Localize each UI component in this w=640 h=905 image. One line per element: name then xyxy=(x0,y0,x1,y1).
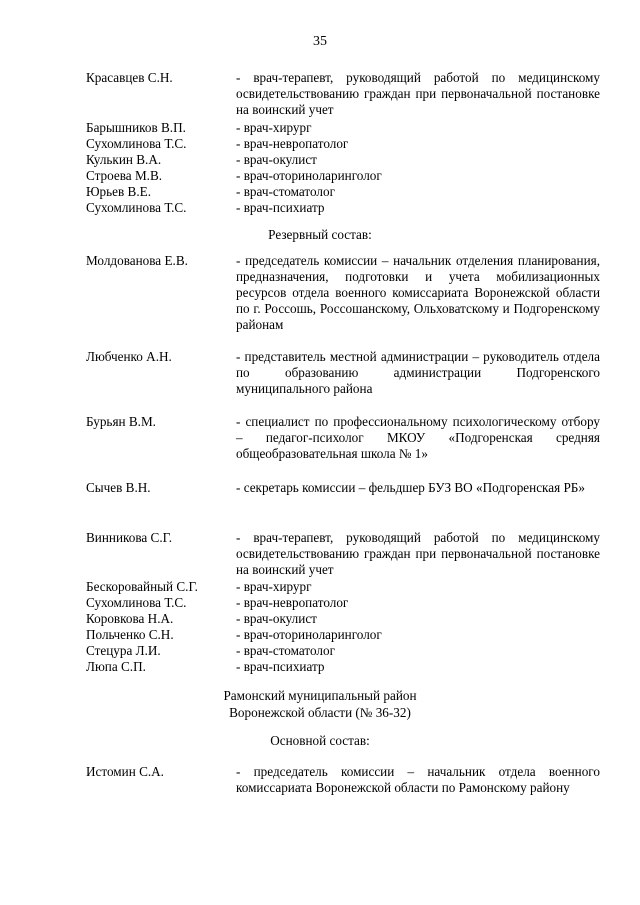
main-heading: Основной состав: xyxy=(270,733,370,748)
member-name: Коровкова Н.А. xyxy=(86,611,174,626)
member-name: Польченко С.Н. xyxy=(86,627,174,642)
member-name: Молдованова Е.В. xyxy=(86,253,188,268)
member-role: - врач-психиатр xyxy=(236,659,325,674)
member-name: Сухомлинова Т.С. xyxy=(86,200,187,215)
member-name: Любченко А.Н. xyxy=(86,349,172,364)
district-title-line2: Воронежской области (№ 36-32) xyxy=(229,705,411,720)
member-name: Сычев В.Н. xyxy=(86,480,151,495)
member-name: Люпа С.П. xyxy=(86,659,146,674)
reserve-heading: Резервный состав: xyxy=(268,227,372,242)
page-number: 35 xyxy=(313,34,327,49)
member-role: - председатель комиссии – начальник отделения планирования, предназначения, подготовки и учета мобилизационных ресурсов отдела военного комиссариата Воронежской области по г. Россошь, Россошанскому, Ольховатскому и Подгоренскому районам xyxy=(236,253,600,332)
member-name: Стецура Л.И. xyxy=(86,643,161,658)
member-name: Сухомлинова Т.С. xyxy=(86,136,187,151)
member-name: Юрьев В.Е. xyxy=(86,184,151,199)
district-title-line1: Рамонский муниципальный район xyxy=(223,688,417,703)
member-role: - врач-оториноларинголог xyxy=(236,627,382,642)
member-role: - врач-терапевт, руководящий работой по медицинскому освидетельствованию граждан при первоначальной постановке на воинский учет xyxy=(236,530,600,577)
member-role: - врач-невропатолог xyxy=(236,595,349,610)
member-name: Винникова С.Г. xyxy=(86,530,173,545)
member-role: - представитель местной администрации – руководитель отдела по образованию администрации Подгоренского муниципального района xyxy=(236,349,600,396)
member-role: - специалист по профессиональному психологическому отбору – педагог-психолог МКОУ «Подгоренская средняя общеобразовательная школа № 1» xyxy=(236,414,600,461)
member-name: Сухомлинова Т.С. xyxy=(86,595,187,610)
member-name: Кулькин В.А. xyxy=(86,152,162,167)
member-role: - врач-оториноларинголог xyxy=(236,168,382,183)
member-role: - врач-окулист xyxy=(236,611,317,626)
member-role: - врач-стоматолог xyxy=(236,643,336,658)
member-role: - врач-окулист xyxy=(236,152,317,167)
member-role: - врач-хирург xyxy=(236,120,312,135)
member-role: - председатель комиссии – начальник отдела военного комиссариата Воронежской области по Рамонскому району xyxy=(236,764,600,795)
member-role: - врач-невропатолог xyxy=(236,136,349,151)
member-role: - врач-психиатр xyxy=(236,200,325,215)
member-name: Барышников В.П. xyxy=(86,120,186,135)
member-name: Красавцев С.Н. xyxy=(86,70,173,85)
member-role: - секретарь комиссии – фельдшер БУЗ ВО «Подгоренская РБ» xyxy=(236,480,585,495)
member-role: - врач-хирург xyxy=(236,579,312,594)
member-role: - врач-стоматолог xyxy=(236,184,336,199)
member-name: Бурьян В.М. xyxy=(86,414,156,429)
member-name: Строева М.В. xyxy=(86,168,163,183)
member-role: - врач-терапевт, руководящий работой по медицинскому освидетельствованию граждан при первоначальной постановке на воинский учет xyxy=(236,70,600,117)
member-name: Истомин С.А. xyxy=(86,764,164,779)
member-name: Бескоровайный С.Г. xyxy=(86,579,198,594)
